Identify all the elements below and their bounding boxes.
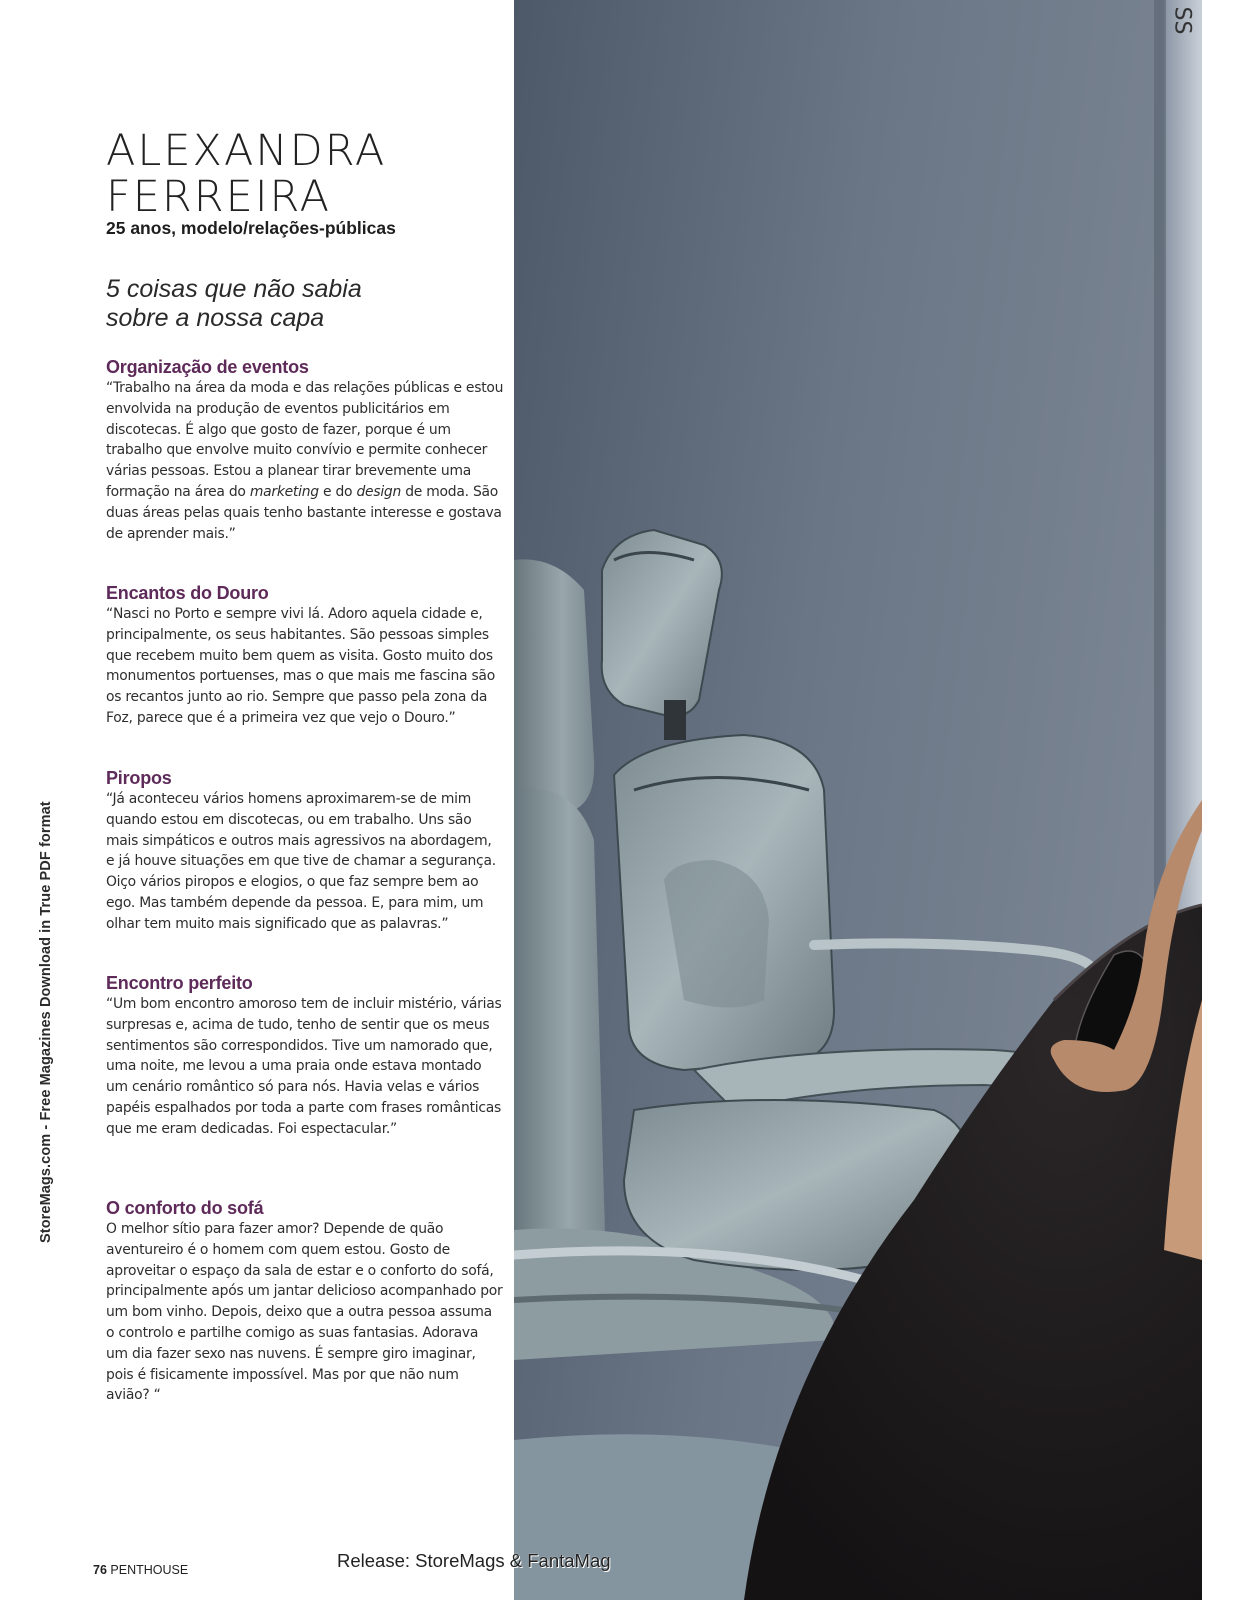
model-subtitle: 25 anos, modelo/relações-públicas [106,218,396,238]
section-text: O melhor sítio para fazer amor? Depende de quão aventureiro é o homem com quem estou. Gosto de aproveitar o espaço da sala de estar e o conforto do sofá, principalmente após um jantar delicioso acompanhado por um bom vinho. Depois, deixo que a outra pessoa assuma o controlo e partilhe comigo as suas fantasias. Adorava um dia fazer sexo nas nuvens. É sempre giro imaginar, pois é fisicamente impossível. Mas por que não num avião? “ [106,1221,503,1404]
page-footer [93,1563,188,1577]
section-title: O conforto do sofá [106,1198,264,1218]
photo-office-chairs [514,0,1202,1600]
section-douro [106,582,504,729]
model-name [106,128,506,220]
section-organizacao [106,356,504,544]
release-credit: Release: StoreMags & FantaMag [337,1550,611,1571]
section-title: Encantos do Douro [106,583,269,603]
magazine-name: PENTHOUSE [110,1563,189,1577]
model-name-line1: ALEXANDRA [106,126,387,176]
side-watermark-text: StoreMags.com - Free Magazines Download in True PDF format [38,801,54,1243]
section-text: “Já aconteceu vários homens aproximarem-se de mim quando estou em discotecas, ou em trabalho. Uns são mais simpáticos e outros mais agressivos na abordagem, e já houve situações em que tive de chamar a segurança. Oiço vários piropos e elogios, o que faz sempre bem ao ego. Mas também depende da pessoa. E, para mim, um olhar tem muito mais significado que as palavras.” [106,791,496,932]
section-text: “Trabalho na área da moda e das relações públicas e estou envolvida na produção de eventos publicitários em discotecas. É algo que gosto de fazer, porque é um trabalho que envolve muito convívio e permite conhecer várias pessoas. Estou a planear tirar brevemente uma formação na área do marketing e do design de moda. São duas áreas pelas quais tenho bastante interesse e gostava de aprender mais.” [106,380,504,542]
section-text: “Um bom encontro amoroso tem de incluir mistério, várias surpresas e, acima de tudo, tenho de sentir que os meus sentimentos são correspondidos. Tive um namorado que, uma noite, me levou a uma praia onde estava montado um cenário romântico só para nós. Havia velas e vários papéis espalhados por toda a parte com frases românticas que me eram dedicadas. Foi espectacular.” [106,996,502,1137]
article-header [106,128,506,333]
page-number: 76 [93,1563,107,1577]
section-encontro [106,972,504,1140]
intro-line1: 5 coisas que não sabia [106,275,362,303]
section-sofa [106,1197,504,1406]
section-title: Encontro perfeito [106,973,253,993]
chairs-illustration [514,0,1202,1600]
section-piropos [106,767,504,935]
section-title: Organização de eventos [106,357,309,377]
model-name-line2: FERREIRA [106,172,332,222]
intro-line2: sobre a nossa capa [106,304,325,332]
section-title: Piropos [106,768,172,788]
corner-mark: SS [1169,6,1195,35]
section-text: “Nasci no Porto e sempre vivi lá. Adoro aquela cidade e, principalmente, os seus habitantes. São pessoas simples que recebem muito bem quem as visita. Gosto muito dos monumentos portuenses, mas o que mais me fascina são os recantos junto ao rio. Sempre que passo pela zona da Foz, parece que é a primeira vez que vejo o Douro.” [106,606,495,726]
intro-heading [106,275,426,333]
